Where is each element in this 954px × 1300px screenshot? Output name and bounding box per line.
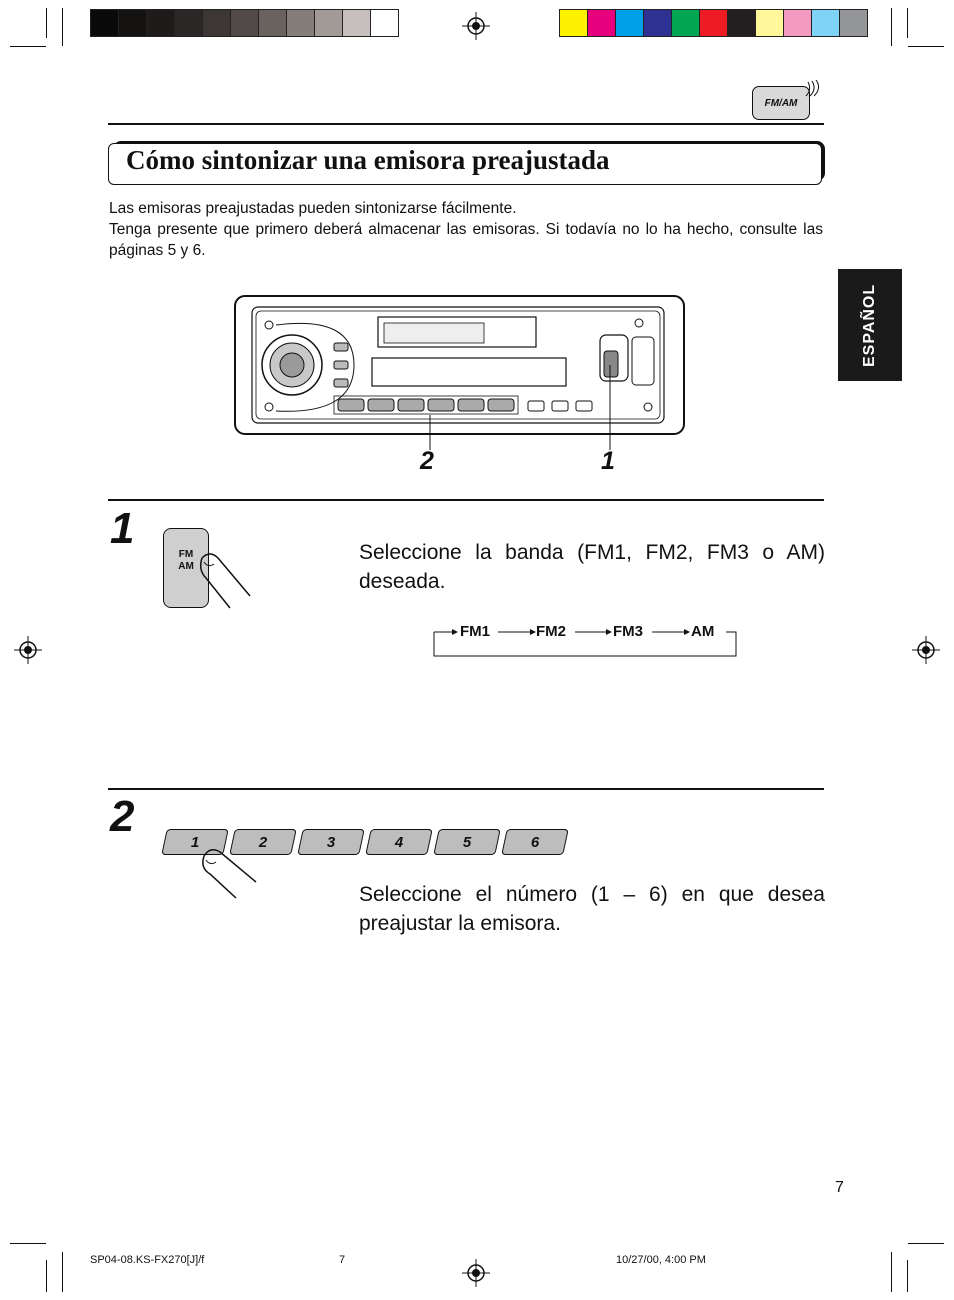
color-swatch — [672, 10, 700, 36]
finger-icon — [196, 548, 256, 610]
crop-mark — [907, 1260, 908, 1292]
band-fm1: FM1 — [460, 623, 490, 640]
gray-swatch — [343, 10, 371, 36]
crop-mark — [62, 8, 63, 46]
language-tab-label: ESPAÑOL — [861, 283, 878, 367]
gray-swatch — [315, 10, 343, 36]
preset-button-3 — [297, 829, 365, 855]
callout-preset: 2 — [420, 447, 434, 475]
fm-am-header-icon — [752, 86, 810, 120]
gray-swatch — [175, 10, 203, 36]
gray-swatch — [259, 10, 287, 36]
color-swatch — [784, 10, 812, 36]
footer-page: 7 — [339, 1254, 346, 1266]
step1-number: 1 — [110, 504, 135, 553]
crop-mark — [46, 8, 47, 38]
band-fm3: FM3 — [613, 623, 643, 640]
preset-button-6 — [501, 829, 569, 855]
preset-button-label: 5 — [462, 833, 472, 851]
preset-button-label: 1 — [190, 833, 200, 851]
gray-swatch — [231, 10, 259, 36]
step1-rule — [108, 499, 824, 501]
gray-swatch — [147, 10, 175, 36]
crop-mark — [908, 46, 944, 47]
registration-mark-icon — [912, 636, 940, 664]
gray-swatch — [91, 10, 119, 36]
fm-am-button-label-top: FM — [178, 549, 194, 560]
color-swatch — [588, 10, 616, 36]
gray-swatch — [119, 10, 147, 36]
intro-line-2: Tenga presente que primero deberá almacenar las emisoras. Si todavía no lo ha hecho, consulte las páginas 5 y 6. — [109, 221, 823, 259]
color-swatch — [560, 10, 588, 36]
car-stereo-diagram — [234, 295, 686, 437]
preset-button-label: 4 — [394, 833, 404, 851]
color-swatch — [644, 10, 672, 36]
fm-am-button-label-bottom: AM — [178, 561, 194, 572]
crop-mark — [891, 8, 892, 46]
registration-mark-icon — [462, 12, 490, 40]
crop-mark — [62, 1252, 63, 1292]
preset-button-label: 6 — [530, 833, 540, 851]
crop-mark — [891, 1252, 892, 1292]
preset-button-label: 2 — [258, 833, 268, 851]
fm-am-icon-label: FM/AM — [764, 97, 798, 109]
color-swatch — [616, 10, 644, 36]
registration-mark-icon — [14, 636, 42, 664]
grayscale-bar — [90, 9, 399, 37]
preset-button-4 — [365, 829, 433, 855]
footer-timestamp: 10/27/00, 4:00 PM — [616, 1254, 706, 1266]
gray-swatch — [287, 10, 315, 36]
registration-mark-icon — [462, 1259, 490, 1287]
crop-mark — [10, 46, 46, 47]
color-swatch — [840, 10, 867, 36]
preset-button-5 — [433, 829, 501, 855]
step2-instruction: Seleccione el número (1 – 6) en que desea preajustar la emisora. — [359, 883, 825, 935]
gray-swatch — [203, 10, 231, 36]
page-title: Cómo sintonizar una emisora preajustada — [126, 145, 610, 175]
finger-icon — [200, 842, 262, 900]
color-bar — [559, 9, 868, 37]
intro-line-1: Las emisoras preajustadas pueden sintonizarse fácilmente. — [109, 200, 517, 217]
page-number: 7 — [835, 1179, 844, 1196]
step2-number: 2 — [110, 792, 135, 841]
header-rule — [108, 123, 824, 125]
crop-mark — [46, 1260, 47, 1292]
footer-file: SP04-08.KS-FX270[J]/f — [90, 1254, 205, 1266]
color-swatch — [756, 10, 784, 36]
crop-mark — [908, 1243, 944, 1244]
step1-instruction: Seleccione la banda (FM1, FM2, FM3 o AM) deseada. — [359, 541, 825, 593]
step2-rule — [108, 788, 824, 790]
color-swatch — [812, 10, 840, 36]
preset-button-label: 3 — [326, 833, 336, 851]
color-swatch — [700, 10, 728, 36]
intro-text — [109, 198, 823, 261]
callout-leaders — [428, 430, 612, 452]
signal-waves-icon — [804, 80, 824, 98]
color-swatch — [728, 10, 756, 36]
callout-band: 1 — [601, 447, 615, 475]
band-am: AM — [691, 623, 715, 640]
crop-mark — [907, 8, 908, 38]
crop-mark — [10, 1243, 46, 1244]
band-fm2: FM2 — [536, 623, 566, 640]
gray-swatch — [371, 10, 398, 36]
